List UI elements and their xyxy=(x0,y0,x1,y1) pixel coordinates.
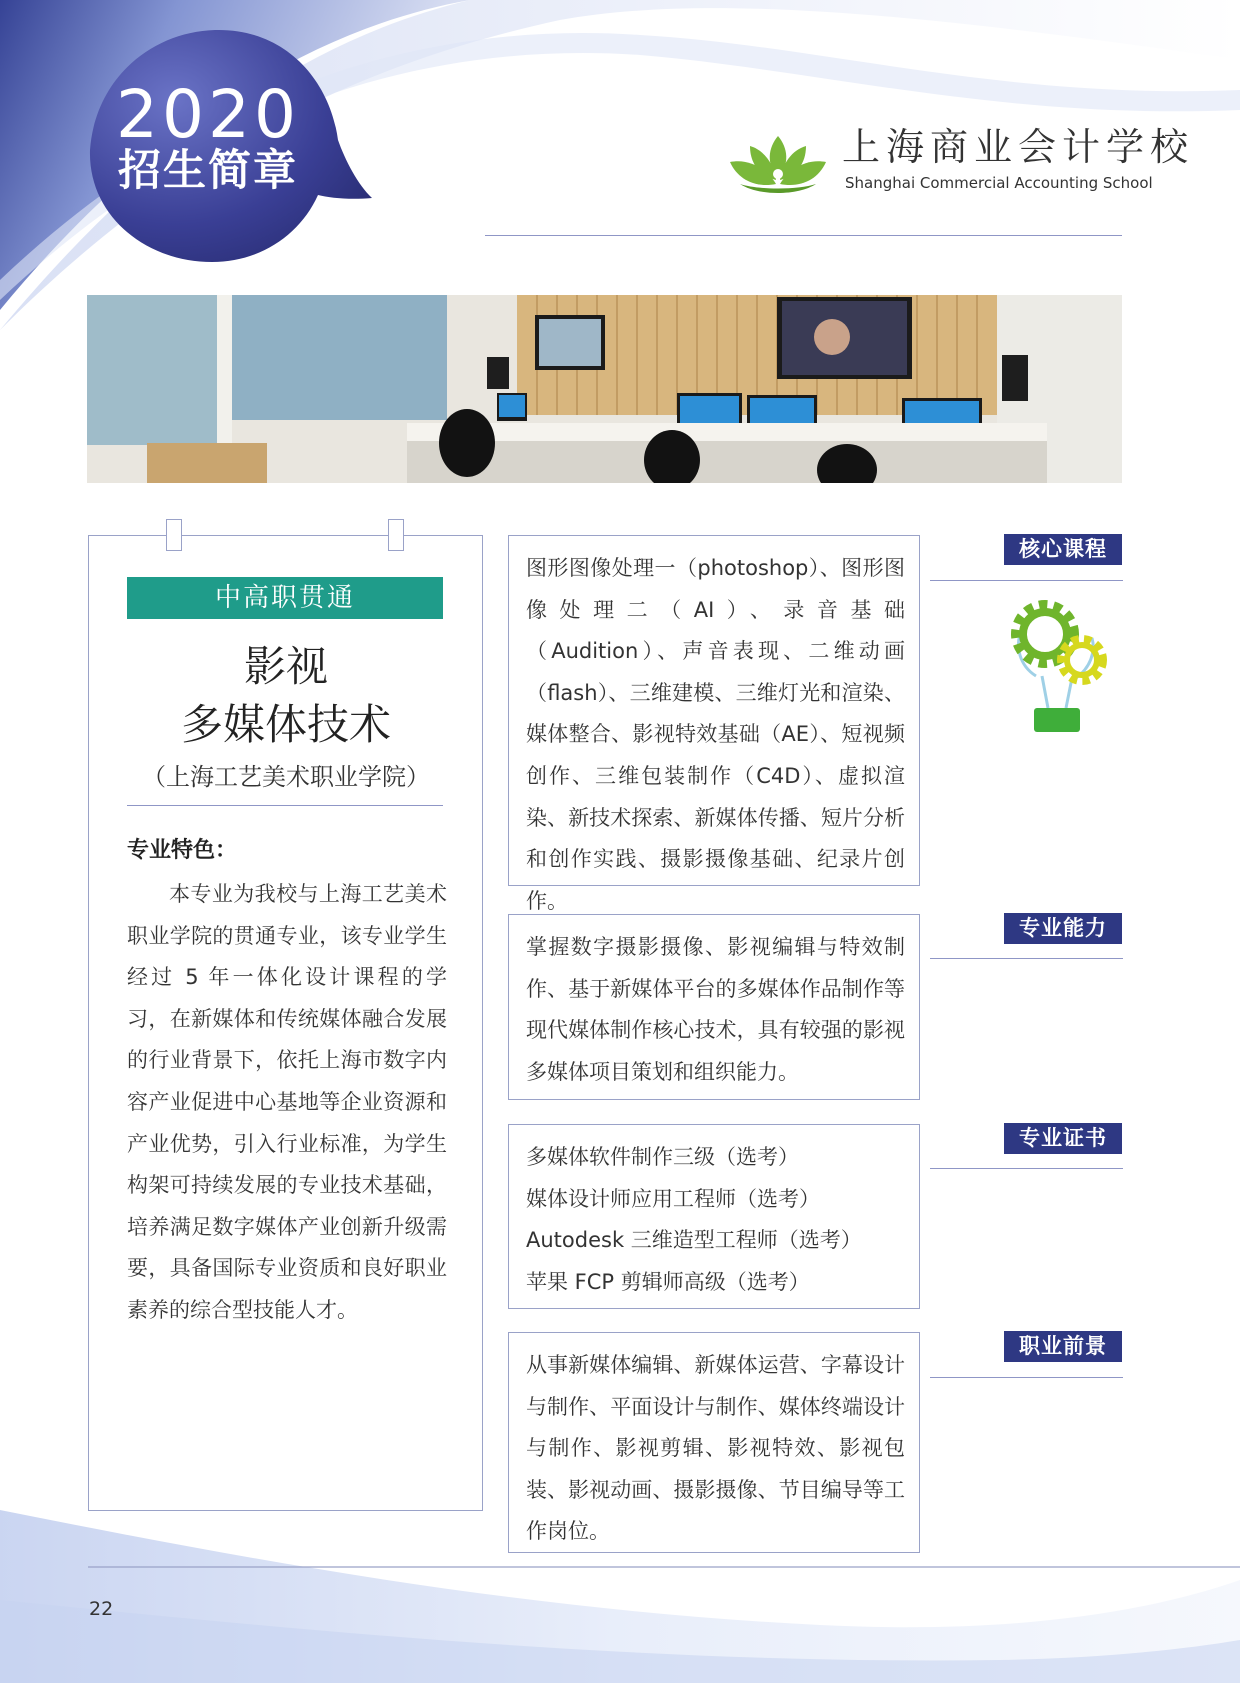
program-name-line-1: 影视 xyxy=(243,642,328,691)
school-name-chinese: 上海商业会计学校 xyxy=(842,125,1195,169)
program-type-banner: 中高职贯通 xyxy=(127,577,443,619)
gear-bulb-icon xyxy=(1000,596,1118,738)
card-clip-left xyxy=(166,519,182,551)
core-courses-label: 核心课程 xyxy=(1004,534,1122,565)
card-clip-right xyxy=(388,519,404,551)
certificates-label: 专业证书 xyxy=(1004,1123,1122,1154)
program-name-line-2: 多媒体技术 xyxy=(180,700,391,749)
brochure-year: 2020 xyxy=(116,76,300,153)
school-name-english: Shanghai Commercial Accounting School xyxy=(845,174,1153,192)
features-text: 本专业为我校与上海工艺美术职业学院的贯通专业，该专业学生经过 5 年一体化设计课程的学习，在新媒体和传统媒体融合发展的行业背景下，依托上海市数字内容产业促进中心基地等企业资源和产业优势，引入行业标准，为学生构架可持续发展的专业技术基础，培养满足数字媒体产业创新升级需要，具备国际专业资质和良好职业素养的综合型技能人才。 xyxy=(127,882,447,1322)
core-courses-rule xyxy=(930,580,1123,581)
brochure-title: 招生简章 xyxy=(118,146,298,196)
abilities-text: 掌握数字摄影摄像、影视编辑与特效制作、基于新媒体平台的多媒体作品制作等现代媒体制作核心技术，具有较强的影视多媒体项目策划和组织能力。 xyxy=(526,935,905,1084)
partner-school: （上海工艺美术职业学院） xyxy=(142,763,430,791)
career-rule xyxy=(930,1377,1123,1378)
page-number: 22 xyxy=(89,1598,114,1620)
banner-photo xyxy=(87,295,1122,483)
career-label: 职业前景 xyxy=(1004,1331,1122,1362)
features-heading: 专业特色： xyxy=(127,838,238,863)
abilities-label: 专业能力 xyxy=(1004,913,1122,944)
certificate-item: 媒体设计师应用工程师（选考） xyxy=(526,1186,820,1211)
certificates-rule xyxy=(930,1168,1123,1169)
career-text: 从事新媒体编辑、新媒体运营、字幕设计与制作、平面设计与制作、媒体终端设计与制作、影视剪辑、影视特效、影视包装、影视动画、摄影摄像、节目编导等工作岗位。 xyxy=(526,1353,905,1544)
core-courses-text: 图形图像处理一（photoshop）、图形图像处理二（AI）、录音基础（Audition）、声音表现、二维动画（flash）、三维建模、三维灯光和渲染、媒体整合、影视特效基础（AE）、短视频创作、三维包装制作（C4D）、虚拟渲染、新技术探索、新媒体传播、短片分析和创作实践、摄影摄像基础、纪录片创作。 xyxy=(526,556,905,913)
school-logo-icon xyxy=(728,130,828,198)
program-name xyxy=(100,638,472,754)
abilities-rule xyxy=(930,958,1123,959)
certificate-item: Autodesk 三维造型工程师（选考） xyxy=(526,1228,862,1253)
core-courses-box xyxy=(508,535,920,913)
header-divider xyxy=(485,235,1122,236)
abilities-box xyxy=(508,914,920,1100)
card-divider xyxy=(127,805,443,806)
certificates-box xyxy=(508,1124,920,1309)
career-box xyxy=(508,1332,920,1553)
certificate-item: 多媒体软件制作三级（选考） xyxy=(526,1145,799,1169)
certificate-item: 苹果 FCP 剪辑师高级（选考） xyxy=(526,1269,810,1294)
